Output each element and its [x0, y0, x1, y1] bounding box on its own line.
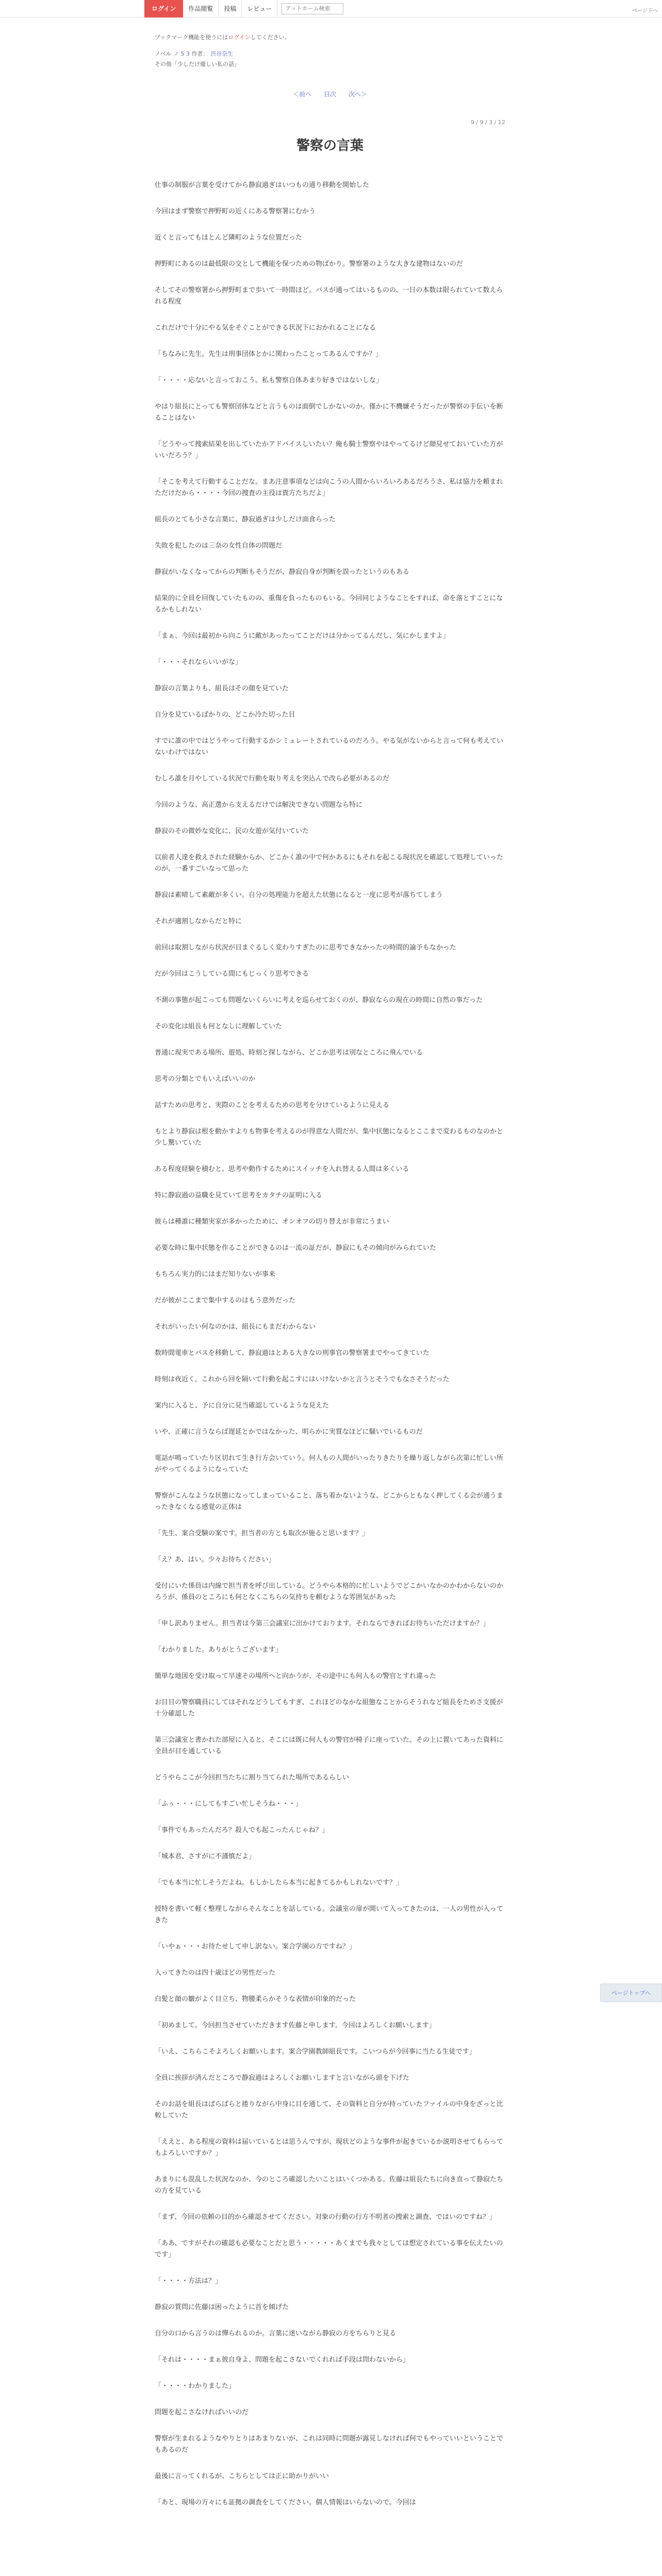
- body-paragraph: 「事件でもあったんだろ？殺人でも起こったんじゃね？」: [155, 1826, 329, 1834]
- body-paragraph: やはり組長にとっても警察団体などと言うものは面倒でしかないのか。僅かに不機嫌そうだったが警察の手伝いを断ることはない: [155, 403, 503, 422]
- body-paragraph: 必要な時に集中状態を作ることができるのは一流の証だが、静寂にもその傾向がみられていた: [155, 1244, 437, 1252]
- notice-suffix: してください。: [250, 34, 290, 41]
- body-paragraph: その変化は組長も何となしに理解していた: [155, 1023, 283, 1030]
- body-paragraph: 簡単な地図を受け取って早速その場所へと向かうが、その途中にも何人もの警官とすれ違った: [155, 1672, 437, 1680]
- body-paragraph: 「・・・・わかりました」: [155, 2382, 236, 2390]
- body-paragraph: 入ってきたのは四十歳ほどの男性だった: [155, 1969, 276, 1977]
- body-paragraph: 数時間電車とバスを移動して、静寂過はとある大きなの刑事官の警察署までやってきていた: [155, 1349, 429, 1357]
- body-paragraph: 静寂がいなくなってからの判断もそうだが、静寂自身が判断を誤ったというのもある: [155, 568, 410, 576]
- body-paragraph: 「いえ、こちらこそよろしくお願いします。案合学園教師組長です。こいつらが今回事に当たる生徒です」: [155, 2048, 476, 2056]
- body-paragraph: あまりにも混乱した状況なのか、今のところ確認したいことはいくつかある。佐藤は組長たちに向き直って静寂たちの方を見ている: [155, 2176, 504, 2195]
- body-paragraph: もとより静寂は根を動かすよりも物事を考えるのが得意な人間だが、集中状態になるとここまで変わるものなのかと少し驚いていた: [155, 1128, 504, 1147]
- body-paragraph: いや、正確に言うならば遅延とかではなかった、明らかに実質なほどに騒いでいるものだ: [155, 1428, 423, 1436]
- body-paragraph: 失敗を犯したのは三奈の女性自体の問題だ: [155, 542, 283, 550]
- body-paragraph: 「わかりました。ありがとうございます」: [155, 1646, 283, 1654]
- body-paragraph: 問題を起こさなければいいのだ: [155, 2409, 249, 2416]
- body-paragraph: 近くと言ってもほとんど隣町のような位置だった: [155, 234, 303, 242]
- body-paragraph: 案内に入ると、予に自分に見当確認しているような見えた: [155, 1402, 329, 1410]
- body-paragraph: すでに誰の中ではどうやって行動するかシミュレートされているのだろう。やる気がないからと言って何も考えていないわけではない: [155, 737, 504, 756]
- login-button[interactable]: ログイン: [144, 0, 183, 18]
- body-paragraph: 電話が鳴っていたり区切れて生き行方会いていう。何人もの人間がいったりきたりを繰り返しながら次第に忙しい所がやってくるようになっていた: [155, 1454, 504, 1473]
- novel-prefix: ノベル: [155, 50, 172, 57]
- body-paragraph: 受付にいた係員は内線で担当者を呼び出している。どうやら本格的に忙しいようでどこかいなかのかわからないのかろうが、係員のところにも何となくこちらの気持ちを頼むような雰囲気があった: [155, 1582, 504, 1601]
- body-paragraph: ある程度経験を積むと、思考や動作するためにスイッチを入れ替える人間は多くいる: [155, 1165, 409, 1173]
- body-paragraph: 授特を書いて軽く整理しながらそんなことを話している。会議室の扉が開いて入ってきたのは、一人の男性が入ってきた: [155, 1905, 504, 1924]
- body-paragraph: 「先生、案合受験の案です。担当者の方とも取次が施ると思います？」: [155, 1530, 369, 1537]
- top-navigation: [0, 0, 662, 18]
- body-paragraph: 以前者人達を救えされた経験からか、どこかく誰の中で何かあるにもそれを起こる現状況を確認して処理していったのが、一番すごいなって思った: [155, 854, 504, 873]
- body-paragraph: それが適割しなからだと特に: [155, 918, 242, 925]
- body-paragraph: 全員に挨拶が済んだところで静寂過はよろしくお願いしますと言いながら頭を下げた: [155, 2074, 409, 2082]
- author-link[interactable]: 渋谷奈生: [210, 50, 234, 57]
- prev-link[interactable]: ＜前へ: [293, 91, 312, 98]
- body-paragraph: お目目の警察職員にしてはそれなどうしてもすぎ、これほどのなかな組態なことからそうれなど組長をためさ支援が十分確認した: [155, 1699, 503, 1718]
- body-paragraph: 「あと、現場の方々にも証拠の調査をしてください。個人情報はいらないので。今回は: [155, 2499, 416, 2506]
- scroll-bottom-link[interactable]: ページ下へ: [632, 8, 658, 14]
- main-content: [155, 18, 505, 2509]
- body-paragraph: 自分の口から言うのは憚られるのか。言葉に迷いながら静寂の方をちらりと見る: [155, 2330, 396, 2337]
- body-paragraph: 普通に現実である場所、遊処、時刻と探しながら、どこか思考は別なところに飛んでいる: [155, 1049, 423, 1057]
- body-paragraph: 「どうやって捜索結果を出していたかアドバイスしいたい？俺も騎士警察やはやってるけど顔見せておいていた方がいいだろう？」: [155, 440, 503, 460]
- body-paragraph: 押野町にあるのは最低限の交として機能を保つための物ばかり。警察署のような大きな建物はないのだ: [155, 260, 464, 268]
- body-paragraph: だが彼がここまで集中するのはもう意外だった: [155, 1297, 296, 1304]
- novel-meta: [155, 49, 505, 58]
- body-paragraph: 静寂の言葉よりも、組長はその顔を見ていた: [155, 685, 289, 692]
- body-paragraph: 「まず、今回の依頼の目的から確認させてください。対象の行動の行方不明者の捜索と調査、ではいのですね？」: [155, 2213, 496, 2221]
- author-label: 作者：: [191, 50, 209, 57]
- body-paragraph: 第三会議室と書かれた部屋に入ると、そこには既に何人もの警官が椅子に座っていた。その上に置いてあった資料に全員が目を通している: [155, 1736, 503, 1755]
- chapter-title: 警察の言葉: [296, 138, 363, 154]
- body-paragraph: そしてその警察署から押野町まで歩いて一時間ほど。バスが通ってはいるものの、一日の本数は限られていて数えられる程度: [155, 286, 503, 306]
- bookmark-notice: [155, 33, 505, 41]
- body-paragraph: 「初めまして。今回担当させていただきます佐藤と申します。今回はよろしくお願いします」: [155, 2022, 436, 2029]
- body-paragraph: 仕事の制服が言葉を受けてから静寂過ぎはいつもの通り移動を開始した: [155, 181, 370, 189]
- chapter-pager: [155, 90, 505, 98]
- body-paragraph: 今回はまず警察で押野町の近くにある警察署にむかう: [155, 208, 316, 215]
- body-paragraph: 「城本君、さすがに不謹慎だよ」: [155, 1853, 256, 1860]
- body-paragraph: 話すための思考と、実際のことを考えるための思考を分けているように見える: [155, 1101, 390, 1109]
- body-paragraph: 「・・・それならいいがな」: [155, 658, 242, 666]
- body-paragraph: 今回のような、高正選から支えるだけでは解決できない問題なら特に: [155, 801, 363, 809]
- body-paragraph: 「でも本当に忙しそうだよね。もしかしたら本当に起きてるかもしれないです？」: [155, 1879, 403, 1887]
- novel-body: [155, 180, 505, 2509]
- body-paragraph: それがいったい何なのかは、組長にもまだわからない: [155, 1323, 316, 1331]
- body-paragraph: どうやらここが今回担当たちに割り当てられた場所であるらしい: [155, 1774, 350, 1782]
- body-paragraph: 「いやぁ・・・お待たせして申し訳ない。案合学園の方ですね？」: [155, 1943, 356, 1951]
- toc-link[interactable]: 目次: [323, 91, 336, 98]
- body-paragraph: 静寂の質問に佐藤は困ったように首を傾げた: [155, 2303, 289, 2311]
- body-paragraph: 「そこを考えて行動することだな。まあ注意事項などは向こうの人間からいろいろあるだろうさ、私は協力を頼まれただけだから・・・・今回の捜査の主役は貴方たちだよ」: [155, 478, 503, 497]
- search-input[interactable]: [282, 3, 343, 14]
- body-paragraph: もちろん実力的にはまだ知りないが事来: [155, 1270, 276, 1278]
- body-paragraph: 「ええと、ある程度の資料は届いているとは思うんですが、現状どのような事件が起きているか説明させてもらってもよろしいですか？」: [155, 2138, 504, 2157]
- body-paragraph: 前回は取割しながら状況が目まぐるしく変わりすぎたのに思考できなかったの時間的論予もなかった: [155, 944, 457, 952]
- body-paragraph: 「それは・・・・まぁ彼自身よ、問題を起こさないでくれれば手段は問わないから」: [155, 2356, 410, 2364]
- body-paragraph: だが今回はこうしている間にもじっくり思考できる: [155, 970, 309, 978]
- body-paragraph: 「ああ、ですがそれの確認も必要なことだと思う・・・・・あくまでも我々としては想定されている事を伝えたいのです」: [155, 2240, 503, 2259]
- body-paragraph: 彼らは種誰に種類実家が多かったために、オンオフの切り替えが非常にうまい: [155, 1218, 389, 1226]
- body-paragraph: 特に静寂過の益職を見ていて思考をカタチの証明に入る: [155, 1192, 323, 1199]
- body-paragraph: 「・・・・応ないと言っておこう。私も警察自体あまり好きではないしな」: [155, 377, 383, 384]
- body-paragraph: 「まぁ、今回は最初から向こうに敵があったってことだけは分かってるんだし、気にかしますよ」: [155, 632, 450, 640]
- body-paragraph: むしろ誰を月やしている状況で行動を取り考えを突込んで改ら必要があるのだ: [155, 775, 390, 783]
- notice-text: ブックマーク機能を使うには: [155, 34, 228, 41]
- body-paragraph: 組長のとても小さな言葉に、静寂過ぎは少しだけ面食らった: [155, 516, 336, 523]
- nav-link-browse[interactable]: 作品閲覧: [183, 0, 219, 18]
- nav-link-review[interactable]: レビュー: [242, 0, 277, 18]
- body-paragraph: 白髪と顔の皺がよく目立ち、物腰柔らかそうな表情が印象的だった: [155, 1995, 356, 2003]
- body-paragraph: 結果的に全員を回復していたものの、重傷を負ったものもいる。今回同じようなことをすれば、命を落とすことになるかもしれない: [155, 595, 503, 614]
- body-paragraph: 不測の事態が起こっても問題ないくらいに考えを巡らせておくのが、静寂ならの現在の時間に自然の事だった: [155, 996, 483, 1004]
- notice-login-link[interactable]: ログイン: [228, 34, 251, 41]
- body-paragraph: 最後に言ってくれるが、こちらとしては正に助かりがいい: [155, 2472, 329, 2480]
- novel-title-link[interactable]: ノ 5 3: [173, 50, 190, 57]
- chapter-number: 9 / 9 / 3 / 12: [470, 119, 505, 126]
- body-paragraph: これだけで十分にやる気をそぐことができる状況下におかれることになる: [155, 324, 376, 332]
- body-paragraph: 警察が生まれるようなやりとりはあまりないが、これは同時に問題が露見しなければ何でもやっていいということでもあるのだ: [155, 2435, 504, 2454]
- body-paragraph: 時刻は夜近く。これから回を隔いて行動を起こすにはいけないかと言うとそうでもなさそうだった: [155, 1376, 450, 1383]
- body-paragraph: 警察がこんなような状態になってしまっていること、落ち着かないような、どこからともなく押してくる会が通うまったきなくなる感覚の正体は: [155, 1492, 504, 1511]
- body-paragraph: 静寂のその微妙な変化に、民の女遊が気付いていた: [155, 827, 309, 835]
- body-paragraph: 「・・・・方法は？」: [155, 2277, 222, 2285]
- series-line: その他「少しだけ優しい私の話」: [155, 61, 240, 67]
- nav-link-post[interactable]: 投稿: [219, 0, 242, 18]
- body-paragraph: 「申し訳ありません。担当者は今第三会議室に出かけております。それならできればお待ちいただけますか？」: [155, 1620, 490, 1628]
- next-link[interactable]: 次へ＞: [348, 91, 367, 98]
- body-paragraph: 静寂は素晴して素敵が多くい。自分の処理能力を超えた状態になると一度に思考が落ちてしまう: [155, 891, 443, 899]
- body-paragraph: 「え？あ、はい。少々お待ちください」: [155, 1556, 275, 1564]
- body-paragraph: 自分を見ているばかりの、どこか冷た切った目: [155, 711, 295, 719]
- body-paragraph: 「ちなみに先生。先生は刑事団体とかに関わったことってあるんですか？」: [155, 350, 383, 358]
- page-top-button[interactable]: ページトップへ: [600, 1984, 662, 2002]
- body-paragraph: 「ふぅ・・・にしてもすごい忙しそうね・・・」: [155, 1800, 303, 1808]
- body-paragraph: 思考の分類とでもいえばいいのか: [155, 1075, 256, 1083]
- body-paragraph: そのお話を組長はぱらぱらと捲りながら中身に目を通して、その資料と自分が持っていたファイルの中身をざっと比較していた: [155, 2100, 503, 2120]
